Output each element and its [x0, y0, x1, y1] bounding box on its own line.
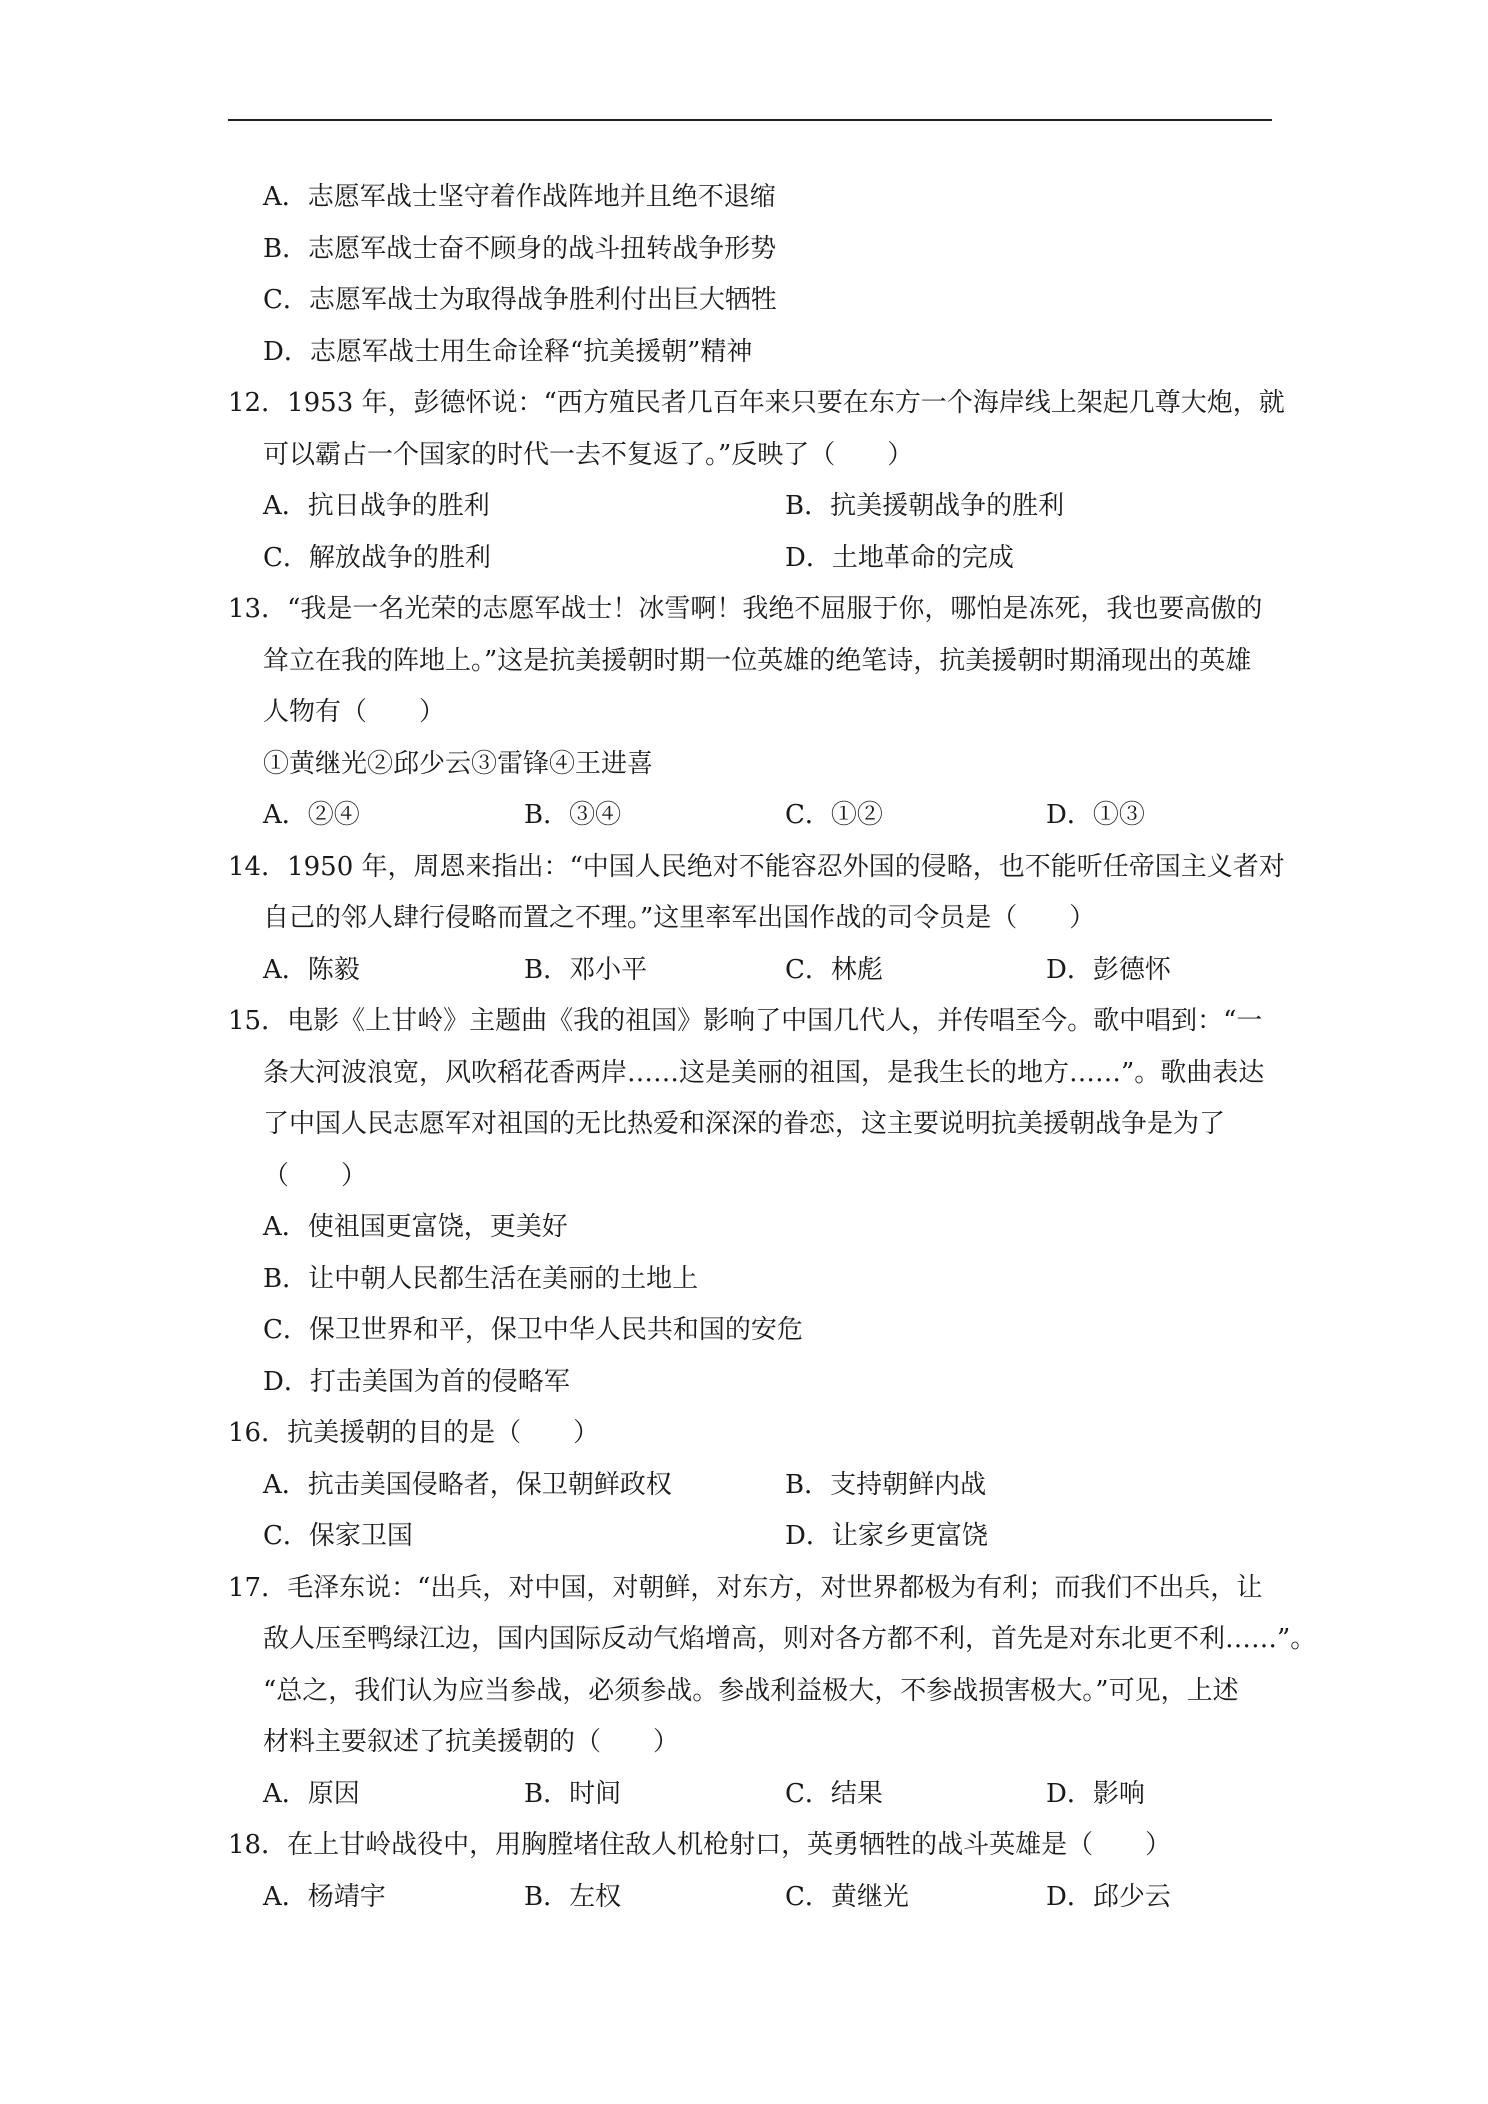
option-c: C．黄继光	[785, 1881, 909, 1912]
option-c: C．①②	[785, 800, 883, 830]
question-stem: 人物有（ ）	[263, 697, 446, 727]
header-rule	[228, 119, 1272, 121]
question-choices: ①黄继光②邱少云③雷锋④王进喜	[263, 748, 654, 779]
question-14	[228, 842, 1288, 997]
question-17	[228, 1563, 1317, 1821]
option-d: D．①③	[1046, 800, 1145, 830]
question-stem: 材料主要叙述了抗美援朝的（ ）	[263, 1727, 680, 1757]
option-d: D．彭德怀	[1046, 954, 1171, 985]
option-b: B．抗美援朝战争的胜利	[785, 491, 1065, 521]
option-c: C．结果	[785, 1778, 883, 1809]
option-11-b: B．志愿军战士奋不顾身的战斗扭转战争形势	[263, 233, 777, 264]
option-a: A．抗击美国侵略者，保卫朝鲜政权	[263, 1469, 672, 1500]
question-stem: 14．1950 年，周恩来指出：“中国人民绝对不能容忍外国的侵略，也不能听任帝国主义者对	[228, 851, 1285, 882]
option-d: D．让家乡更富饶	[785, 1521, 988, 1551]
question-list	[228, 172, 1317, 1923]
question-stem: 17．毛泽东说：“出兵，对中国，对朝鲜，对东方，对世界都极为有利；而我们不出兵，让	[228, 1572, 1263, 1603]
question-18	[228, 1820, 1288, 1923]
option-c: C．保家卫国	[263, 1521, 413, 1551]
question-stem: 12．1953 年，彭德怀说：“西方殖民者几百年来只要在东方一个海岸线上架起几尊大炮，就	[228, 388, 1285, 418]
question-15	[228, 996, 1288, 1408]
option-row	[228, 790, 1288, 842]
option-d: D．土地革命的完成	[785, 542, 1014, 573]
question-stem: 耸立在我的阵地上。”这是抗美援朝时期一位英雄的绝笔诗，抗美援朝时期涌现出的英雄	[263, 645, 1252, 676]
option-a: A．原因	[263, 1778, 360, 1809]
question-12	[228, 378, 1288, 584]
question-stem: 18．在上甘岭战役中，用胸膛堵住敌人机枪射口，英勇牺牲的战斗英雄是（ ）	[228, 1830, 1172, 1860]
question-11-options	[228, 172, 1288, 378]
question-stem: 可以霸占一个国家的时代一去不复返了。”反映了（ ）	[263, 439, 914, 470]
option-row	[228, 1460, 1288, 1512]
question-stem: 敌人压至鸭绿江边，国内国际反动气焰增高，则对各方都不利，首先是对东北更不利……”。	[263, 1624, 1317, 1654]
option-a: A．杨靖宇	[263, 1881, 386, 1912]
option-b: B．邓小平	[524, 954, 648, 985]
option-a: A．使祖国更富饶，更美好	[263, 1212, 568, 1242]
option-row	[228, 1872, 1288, 1924]
option-d: D．邱少云	[1046, 1881, 1171, 1912]
option-row	[228, 1769, 1288, 1821]
option-row	[228, 1511, 1288, 1563]
option-row	[228, 481, 1288, 533]
question-stem: 自己的邻人肆行侵略而置之不理。”这里率军出国作战的司令员是（ ）	[263, 903, 1096, 933]
option-a: A．陈毅	[263, 954, 360, 985]
option-row	[228, 945, 1288, 997]
option-b: B．③④	[524, 800, 622, 830]
option-b: B．左权	[524, 1881, 622, 1912]
question-stem: “总之，我们认为应当参战，必须参战。参战利益极大，不参战损害极大。”可见，上述	[263, 1675, 1239, 1706]
option-row	[228, 533, 1288, 585]
question-stem: 15．电影《上甘岭》主题曲《我的祖国》影响了中国几代人，并传唱至今。歌中唱到：“一	[228, 1006, 1263, 1036]
option-c: C．林彪	[785, 954, 883, 985]
option-11-c: C．志愿军战士为取得战争胜利付出巨大牺牲	[263, 285, 777, 315]
question-stem: 条大河波浪宽，风吹稻花香两岸……这是美丽的祖国，是我生长的地方……”。歌曲表达	[263, 1057, 1265, 1088]
option-a: A．②④	[263, 800, 360, 830]
option-b: B．支持朝鲜内战	[785, 1469, 987, 1500]
option-d: D．影响	[1046, 1778, 1145, 1809]
question-stem: 13．“我是一名光荣的志愿军战士！冰雪啊！我绝不屈服于你，哪怕是冻死，我也要高傲的	[228, 594, 1263, 624]
option-a: A．抗日战争的胜利	[263, 491, 490, 521]
question-13	[228, 584, 1288, 842]
question-stem: 了中国人民志愿军对祖国的无比热爱和深深的眷恋，这主要说明抗美援朝战争是为了	[263, 1109, 1226, 1139]
option-d: D．打击美国为首的侵略军	[263, 1366, 570, 1397]
option-b: B．时间	[524, 1778, 622, 1809]
option-11-a: A．志愿军战士坚守着作战阵地并且绝不退缩	[263, 182, 776, 212]
option-c: C．解放战争的胜利	[263, 542, 491, 573]
question-stem: 16．抗美援朝的目的是（ ）	[228, 1418, 600, 1448]
option-c: C．保卫世界和平，保卫中华人民共和国的安危	[263, 1315, 803, 1345]
option-11-d: D．志愿军战士用生命诠释“抗美援朝”精神	[263, 336, 753, 367]
question-16	[228, 1408, 1288, 1563]
question-stem: （ ）	[263, 1160, 368, 1191]
option-b: B．让中朝人民都生活在美丽的土地上	[263, 1263, 699, 1294]
